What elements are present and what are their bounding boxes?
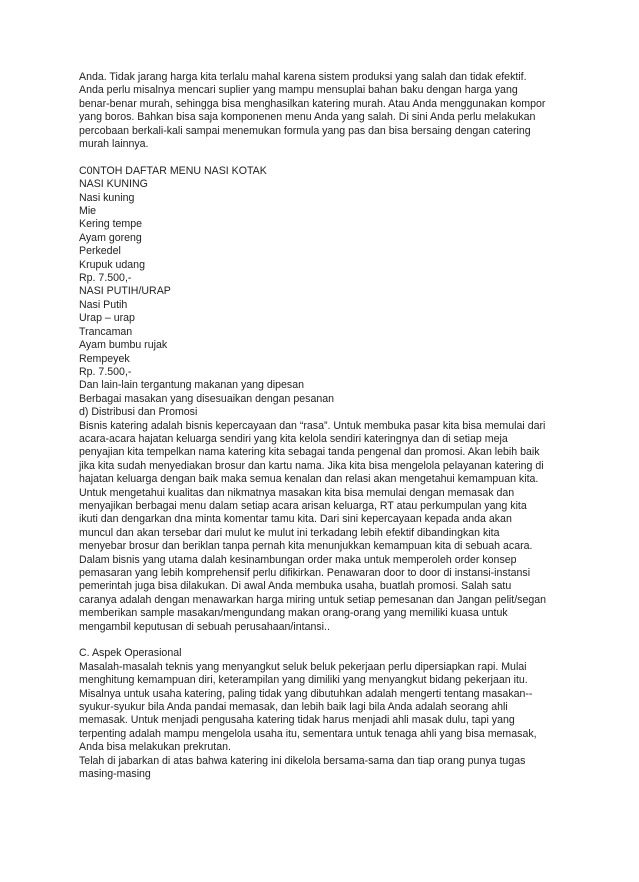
paragraph-gap xyxy=(79,151,569,164)
text-line: menyajikan berbagai menu dalam setiap acara arisan keluarga, RT atau perkumpulan yang kita xyxy=(79,499,527,512)
text-line: Anda perlu misalnya mencari suplier yang mampu mensuplai bahan baku dengan harga yang xyxy=(79,84,518,97)
menu-title-nasi-kuning: NASI KUNING xyxy=(79,178,148,191)
menu-item: Urap – urap xyxy=(79,312,135,325)
text-line: muncul dan akan tersebar dari mulut ke mulut ini terkadang lebih efektif dibandingkan kita xyxy=(79,526,500,539)
menu-price: Rp. 7.500,- xyxy=(79,272,132,285)
menu-item: Nasi kuning xyxy=(79,191,135,204)
text-line: memberikan sample masakan/mengundang makan orang-orang yang memiliki kuasa untuk xyxy=(79,607,508,620)
text-line: Bisnis katering adalah bisnis kepercayaan dan “rasa”. Untuk membuka pasar kita bisa memulai dari xyxy=(79,419,546,432)
menu-price: Rp. 7.500,- xyxy=(79,365,132,378)
menu-item: Rempeyek xyxy=(79,352,130,365)
menu-item: Krupuk udang xyxy=(79,258,145,271)
text-line: yang boros. Bahkan bisa saja komponenen menu Anda yang salah. Di sini Anda perlu melakukan xyxy=(79,111,536,124)
menu-item: Trancaman xyxy=(79,325,133,338)
text-line: acara-acara hajatan keluarga sendiri yang kita kelola sendiri kateringnya dan di setiap meja xyxy=(79,432,508,445)
text-line: masing-masing xyxy=(79,768,151,781)
paragraph-gap xyxy=(79,634,569,647)
menu-item: Ayam bumbu rujak xyxy=(79,339,168,352)
text-line: mengambil keputusan di sebuah perusahaan/intansi.. xyxy=(79,620,330,633)
text-line: menghitung kemampuan diri, keterampilan yang dimiliki yang menyangkut bidang pekerjaan itu. xyxy=(79,674,528,687)
menu-item: Perkedel xyxy=(79,245,121,258)
menu-title-nasi-putih: NASI PUTIH/URAP xyxy=(79,285,171,298)
text-line: ikuti dan dengarkan dna minta komentar tamu kita. Dari sini kepercayaan kepada anda akan xyxy=(79,513,512,526)
text-line: syukur-syukur bila Anda pandai memasak, dan lebih baik lagi bila Anda adalah seorang ahli xyxy=(79,701,508,714)
menu-and-distribution-section xyxy=(79,165,569,634)
text-line: caranya adalah dengan menawarkan harga miring untuk setiap pemesanan dan Jangan pelit/segan xyxy=(79,593,547,606)
text-line: pemerintah juga bisa dilakukan. Di awal Anda membuka usaha, buatlah promosi. Salah satu xyxy=(79,580,512,593)
text-line: Berbagai masakan yang disesuaikan dengan pesanan xyxy=(79,392,335,405)
menu-item: Ayam goreng xyxy=(79,231,142,244)
operational-aspect-section xyxy=(79,647,569,781)
text-line: memasak. Untuk menjadi pengusaha katering tidak harus menjadi ahli masak dulu, tapi yang xyxy=(79,714,515,727)
text-line: terpenting adalah mampu mengelola usaha itu, sementara untuk tenaga ahli yang bisa memasak, xyxy=(79,727,537,740)
text-line: percobaan berkali-kali sampai menemukan formula yang pas dan bisa bersaing dengan catering xyxy=(79,124,531,137)
text-line: Dan lain-lain tergantung makanan yang dipesan xyxy=(79,379,304,392)
text-line: menyebar brosur dan beriklan tanpa pernah kita menunjukkan kemampuan kita di sebuah acara. xyxy=(79,540,533,553)
text-line: Anda. Tidak jarang harga kita terlalu mahal karena sistem produksi yang salah dan tidak efektif. xyxy=(79,71,527,83)
text-line: Anda bisa melakukan prekrutan. xyxy=(79,741,231,754)
text-line: pemasaran yang lebih komprehensif perlu difikirkan. Penawaran door to door di instansi-instansi xyxy=(79,567,531,580)
text-line: hajatan keluarga dengan baik maka semua kenalan dan relasi akan mengetahui kemampuan kita. xyxy=(79,473,539,486)
text-line: murah lainnya. xyxy=(79,138,149,151)
text-line: Telah di jabarkan di atas bahwa katering ini dikelola bersama-sama dan tiap orang punya tugas xyxy=(79,754,526,767)
section-heading-distribusi: d) Distribusi dan Promosi xyxy=(79,406,198,419)
text-line: jika kita sudah menyediakan brosur dan kartu nama. Jika kita bisa mengelola pelayanan katering di xyxy=(79,459,544,472)
text-line: Untuk mengetahui kualitas dan nikmatnya masakan kita bisa memulai dengan memasak dan xyxy=(79,486,515,499)
document-body xyxy=(79,71,569,782)
menu-item: Mie xyxy=(79,205,97,218)
text-line: penyajian kita tempelkan nama katering kita sebagai tanda pengenal dan promosi. Akan lebih baik xyxy=(79,446,540,459)
intro-paragraph xyxy=(79,71,569,151)
text-line: benar-benar murah, sehingga bisa menghasilkan katering murah. Atau Anda menggunakan kompor xyxy=(79,97,546,110)
menu-item: Kering tempe xyxy=(79,218,143,231)
menu-heading: C0NTOH DAFTAR MENU NASI KOTAK xyxy=(79,164,267,177)
section-heading-operasional: C. Aspek Operasional xyxy=(79,647,182,660)
text-line: Misalnya untuk usaha katering, paling tidak yang dibutuhkan adalah mengerti tentang masakan-- xyxy=(79,687,533,700)
text-line: Masalah-masalah teknis yang menyangkut seluk beluk pekerjaan perlu dipersiapkan rapi. Mulai xyxy=(79,660,527,673)
menu-item: Nasi Putih xyxy=(79,298,128,311)
text-line: Dalam bisnis yang utama dalah kesinambungan order maka untuk memperoleh order konsep xyxy=(79,553,517,566)
